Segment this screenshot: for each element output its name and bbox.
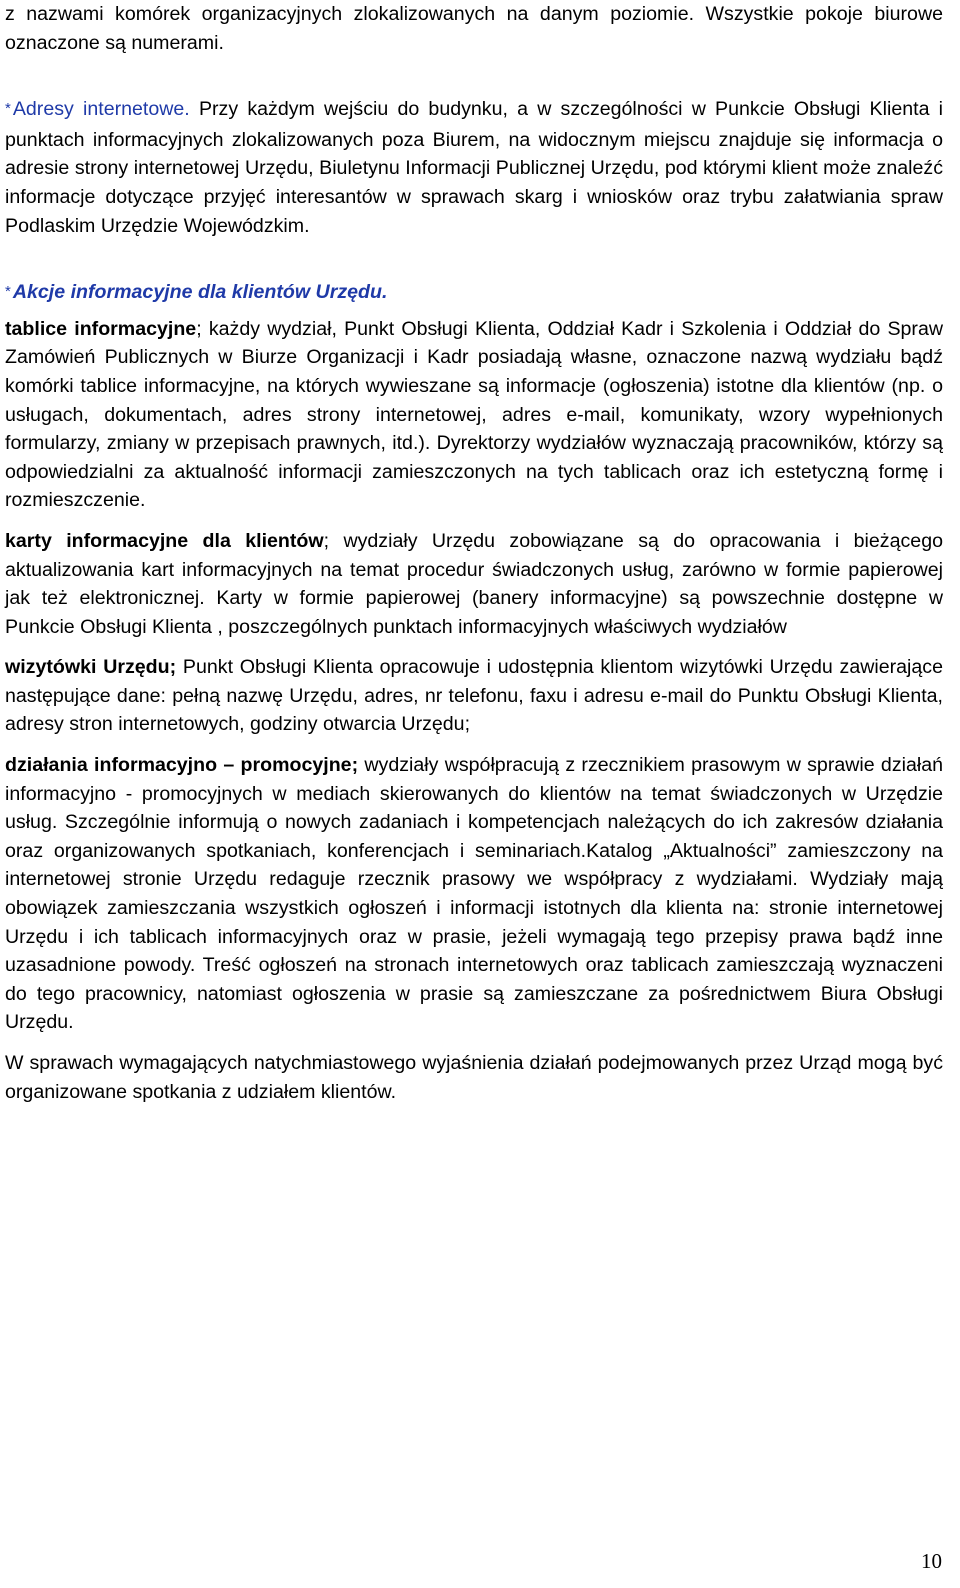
spotkania-paragraph: W sprawach wymagających natychmiastowego wyjaśnienia działań podejmowanych przez Urząd mogą być organizowane spotkania z udziałem klientów. [5,1052,943,1103]
tablice-paragraph [5,315,943,515]
page-number: 10 [921,1549,942,1573]
adresy-paragraph [5,95,943,240]
wizytowki-paragraph [5,653,943,739]
wizytowki-text: Punkt Obsługi Klienta opracowuje i udostępnia klientom wizytówki Urzędu zawierające następujące dane: pełną nazwę Urzędu, adres, nr telefonu, faxu i adresu e-mail do Punktu Obsługi Klienta, adresy stron internetowych, godziny otwarcia Urzędu; [5,656,943,736]
wizytowki-term: wizytówki Urzędu; [5,656,177,679]
dzialania-text: wydziały współpracują z rzecznikiem prasowym w sprawie działań informacyjno - promocyjnych w mediach skierowanych do klientów na temat świadczonych w Urzędzie usług. Szczególnie informują o nowych zadaniach i kompetencjach należących do ich zakresów działania oraz organizowanych spotkaniach, konferencjach i seminariach.Katalog „Aktualności” zamieszczony na internetowej stronie Urzędu redaguje rzecznik prasowy we współpracy z wydziałami. Wydziały mają obowiązek zamieszczania wszystkich ogłoszeń i informacji istotnych dla klienta na: stronie internetowej Urzędu i ich tablicach informacyjnych oraz w prasie, jeżeli wymagają tego przepisy prawa bądź inne uzasadnione powody. Treść ogłoszeń na stronach internetowych oraz tablicach zamieszczają wyznaczeni do tego pracownicy, natomiast ogłoszenia w prasie są zamieszczane za pośrednictwem Biura Obsługi Urzędu. [5,754,944,1034]
bullet-marker: * [5,283,11,301]
akcje-heading: Akcje informacyjne dla klientów Urzędu. [12,281,388,304]
karty-paragraph [5,527,943,641]
tablice-text: ; każdy wydział, Punkt Obsługi Klienta, Oddział Kadr i Szkolenia i Oddział do Spraw Zamówień Publicznych w Biurze Organizacji i Kadr posiadają własne, oznaczone nazwą wydziału bądź komórki tablice informacyjne, na których wywieszane są informacje (ogłoszenia) istotne dla klientów (np. o usługach, dokumentach, adres strony internetowej, adres e-mail, komunikaty, wzory wypełnionych formularzy, zmiany w przepisach prawnych, itd.). Dyrektorzy wydziałów wyznaczają pracowników, którzy są odpowiedzialni za aktualność informacji zamieszczonych na tych tablicach oraz ich estetyczną formę i rozmieszczenie. [5,317,943,512]
karty-term: karty informacyjne dla klientów [5,529,324,552]
tablice-term: tablice informacyjne [5,317,197,340]
document-body [5,0,943,1106]
dzialania-paragraph [5,751,943,1037]
akcje-heading-line [5,278,943,309]
dzialania-term: działania informacyjno – promocyjne; [5,754,359,777]
karty-text: ; wydziały Urzędu zobowiązane są do opracowania i bieżącego aktualizowania kart informacyjnych na temat procedur świadczonych usług, zarówno w formie papierowej jak też elektronicznej. Karty w formie papierowej (banery informacyjne) są powszechnie dostępne w Punkcie Obsługi Klienta , poszczególnych punktach informacyjnych właściwych wydziałów [5,529,943,638]
bullet-marker: * [5,100,11,118]
intro-paragraph: z nazwami komórek organizacyjnych zlokalizowanych na danym poziomie. Wszystkie pokoje biurowe oznaczone są numerami. [5,3,943,54]
adresy-heading: Adresy internetowe. [12,98,190,121]
adresy-text: Przy każdym wejściu do budynku, a w szczególności w Punkcie Obsługi Klienta i punktach informacyjnych zlokalizowanych poza Biurem, na widocznym miejscu znajduje się informacja o adresie strony internetowej Urzędu, Biuletynu Informacji Publicznej Urzędu, pod którymi klient może znaleźć informacje dotyczące przyjęć interesantów w sprawach skarg i wniosków oraz trybu załatwiania spraw Podlaskim Urzędzie Wojewódzkim. [5,98,943,237]
